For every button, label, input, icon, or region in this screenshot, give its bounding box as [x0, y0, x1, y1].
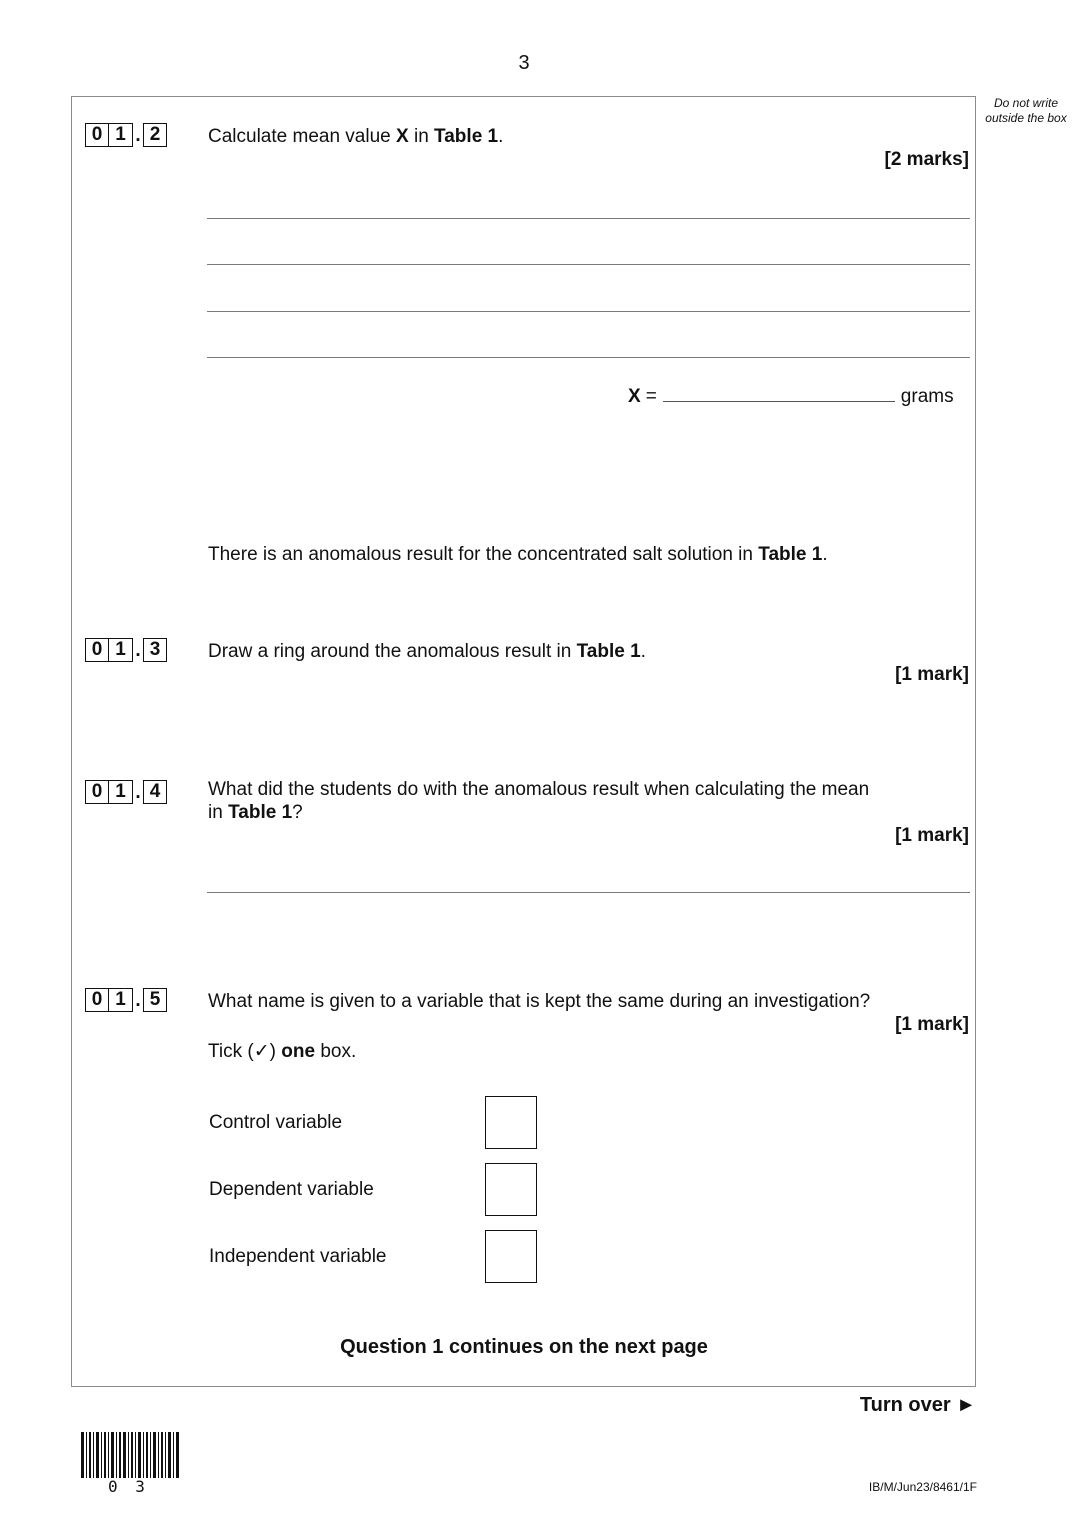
text-run: Draw a ring around the anomalous result in — [208, 641, 577, 662]
text-run-bold: Table 1 — [228, 802, 293, 823]
text-run-bold: one — [281, 1041, 316, 1062]
question-number-01-3 — [85, 638, 167, 662]
question-number-dot: . — [135, 990, 141, 1011]
tickbox-independent-variable[interactable] — [485, 1230, 537, 1283]
question-number-01-5 — [85, 988, 167, 1012]
question-number-digit: 1 — [109, 123, 133, 147]
tick-instruction — [208, 1040, 356, 1063]
question-number-digit: 5 — [143, 988, 167, 1012]
answer-x-unit: grams — [900, 386, 954, 407]
text-run-bold: X — [396, 126, 409, 147]
turn-over: Turn over ► — [859, 1394, 976, 1416]
answer-line[interactable] — [207, 311, 970, 312]
marks-01-4: [1 mark] — [895, 825, 969, 846]
question-number-dot: . — [135, 640, 141, 661]
question-number-digit: 0 — [85, 988, 109, 1012]
question-number-01-2 — [85, 123, 167, 147]
option-label-independent: Independent variable — [209, 1246, 387, 1267]
text-run: in — [208, 802, 229, 823]
answer-line[interactable] — [207, 357, 970, 358]
answer-x-equals: = — [645, 386, 657, 407]
text-run-bold: Table 1 — [576, 641, 641, 662]
question-text-01-3 — [208, 640, 646, 663]
question-number-digit: 0 — [85, 780, 109, 804]
option-label-control: Control variable — [209, 1112, 343, 1133]
marks-01-5: [1 mark] — [895, 1014, 969, 1035]
answer-line[interactable] — [207, 218, 970, 219]
text-run-bold: Table 1 — [434, 126, 499, 147]
question-text-01-4-line2 — [208, 801, 303, 824]
text-run: Calculate mean value — [208, 126, 396, 147]
answer-line[interactable] — [207, 892, 970, 893]
answer-x-label: X — [628, 386, 641, 407]
text-run: Tick (✓) — [208, 1041, 282, 1062]
text-run: . — [640, 641, 646, 662]
marks-01-2: [2 marks] — [884, 149, 969, 170]
answer-x-row — [628, 381, 954, 408]
question-number-dot: . — [135, 782, 141, 803]
question-number-digit: 0 — [85, 638, 109, 662]
reference-code: IB/M/Jun23/8461/1F — [868, 1480, 977, 1494]
tickbox-dependent-variable[interactable] — [485, 1163, 537, 1216]
answer-x-blank[interactable] — [663, 381, 895, 402]
question-number-digit: 2 — [143, 123, 167, 147]
question-number-01-4 — [85, 780, 167, 804]
barcode-digits: 0 3 — [108, 1477, 149, 1496]
continue-notice: Question 1 continues on the next page — [340, 1336, 708, 1358]
answer-line[interactable] — [207, 264, 970, 265]
text-run: . — [822, 544, 828, 565]
text-run: . — [498, 126, 504, 147]
question-number-dot: . — [135, 125, 141, 146]
question-number-digit: 1 — [109, 988, 133, 1012]
option-label-dependent: Dependent variable — [209, 1179, 374, 1200]
margin-note: Do not write outside the box — [985, 96, 1067, 125]
page-number: 3 — [518, 52, 530, 74]
tickbox-control-variable[interactable] — [485, 1096, 537, 1149]
question-number-digit: 1 — [109, 780, 133, 804]
question-number-digit: 0 — [85, 123, 109, 147]
text-run: box. — [315, 1041, 357, 1062]
text-run-bold: Table 1 — [758, 544, 823, 565]
text-run: There is an anomalous result for the concentrated salt solution in — [208, 544, 759, 565]
question-number-digit: 1 — [109, 638, 133, 662]
text-run: ? — [292, 802, 303, 823]
text-run: in — [408, 126, 435, 147]
barcode-graphic — [81, 1432, 181, 1478]
question-number-digit: 4 — [143, 780, 167, 804]
question-number-digit: 3 — [143, 638, 167, 662]
question-text-01-5: What name is given to a variable that is kept the same during an investigation? — [208, 991, 871, 1012]
question-text-01-4-line1: What did the students do with the anomalous result when calculating the mean — [208, 779, 870, 800]
marks-01-3: [1 mark] — [895, 664, 969, 685]
anomaly-note — [208, 543, 828, 566]
question-text-01-2 — [208, 125, 503, 148]
